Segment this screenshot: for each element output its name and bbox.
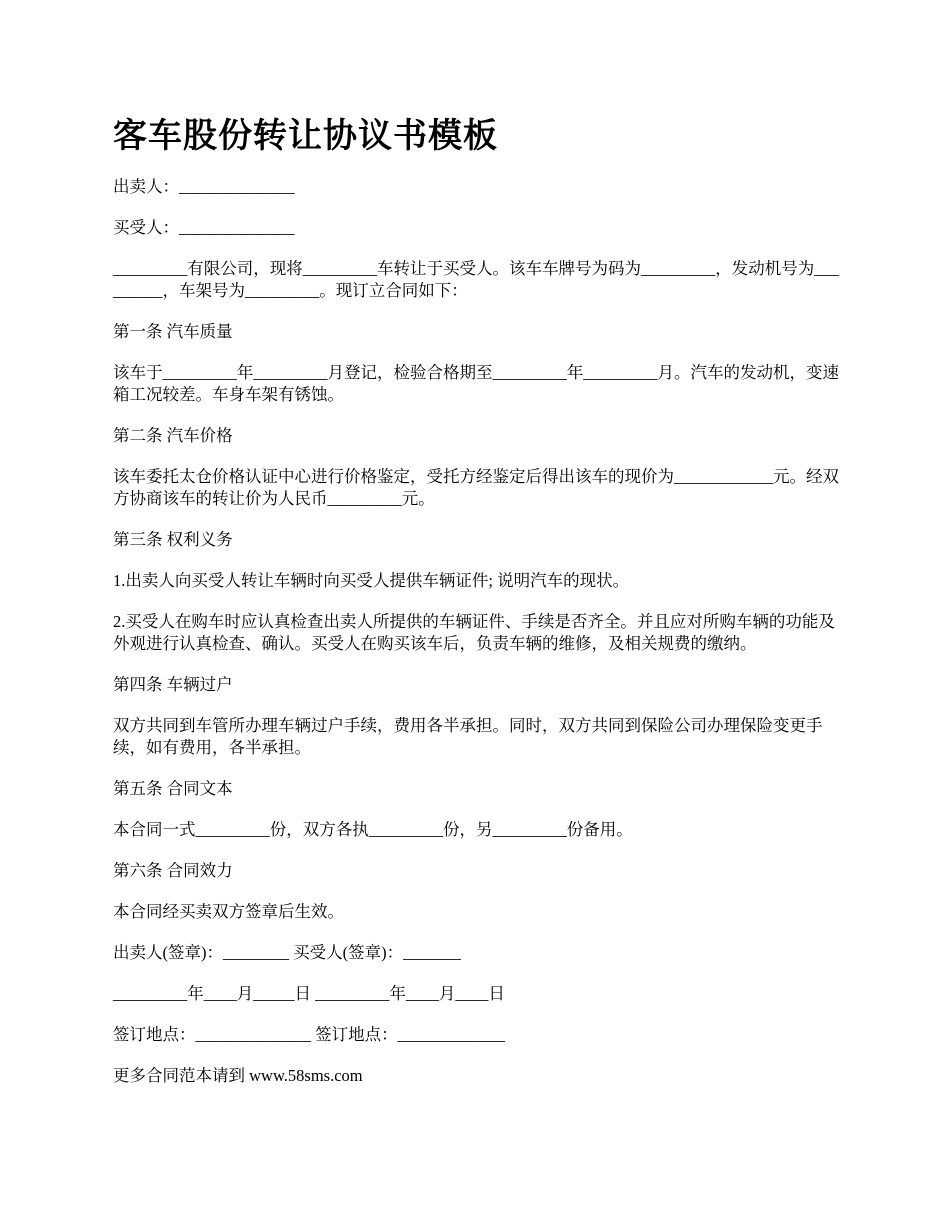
article-3-heading: 第三条 权利义务 (113, 530, 233, 549)
document-title: 客车股份转让协议书模板 (113, 116, 498, 156)
article-5-heading: 第五条 合同文本 (113, 779, 233, 798)
article-4-heading: 第四条 车辆过户 (113, 675, 233, 694)
article-4-body: 双方共同到车管所办理车辆过户手续，费用各半承担。同时，双方共同到保险公司办理保险变更手续，如有费用，各半承担。 (113, 716, 823, 757)
signature-line: 出卖人(签章)：________ 买受人(签章)：_______ (113, 943, 461, 962)
article-1-body: 该车于_________年_________月登记，检验合格期至_________年_________月。汽车的发动机，变速箱工况较差。车身车架有锈蚀。 (113, 363, 839, 404)
footer-note: 更多合同范本请到 www.58sms.com (113, 1066, 363, 1085)
seller-line: 出卖人：______________ (113, 177, 295, 196)
article-6-heading: 第六条 合同效力 (113, 861, 233, 880)
intro-paragraph: _________有限公司，现将_________车转让于买受人。该车车牌号为码为_________，发动机号为_________，车架号为_________。现订立合同如下： (113, 259, 839, 300)
buyer-line: 买受人：______________ (113, 218, 295, 237)
article-6-body: 本合同经买卖双方签章后生效。 (113, 902, 344, 921)
article-3-item-2: 2.买受人在购车时应认真检查出卖人所提供的车辆证件、手续是否齐全。并且应对所购车辆的功能及外观进行认真检查、确认。买受人在购买该车后，负责车辆的维修，及相关规费的缴纳。 (113, 612, 835, 653)
article-2-body: 该车委托太仓价格认证中心进行价格鉴定，受托方经鉴定后得出该车的现价为____________元。经双方协商该车的转让价为人民币_________元。 (113, 467, 839, 508)
article-2-heading: 第二条 汽车价格 (113, 426, 233, 445)
date-line: _________年____月_____日 _________年____月____日 (113, 984, 505, 1003)
article-1-heading: 第一条 汽车质量 (113, 322, 233, 341)
document-page (113, 112, 841, 1106)
signing-place-line: 签订地点：______________ 签订地点：_____________ (113, 1025, 505, 1044)
article-3-item-1: 1.出卖人向买受人转让车辆时向买受人提供车辆证件; 说明汽车的现状。 (113, 571, 630, 590)
article-5-body: 本合同一式_________份，双方各执_________份，另_________份备用。 (113, 820, 633, 839)
